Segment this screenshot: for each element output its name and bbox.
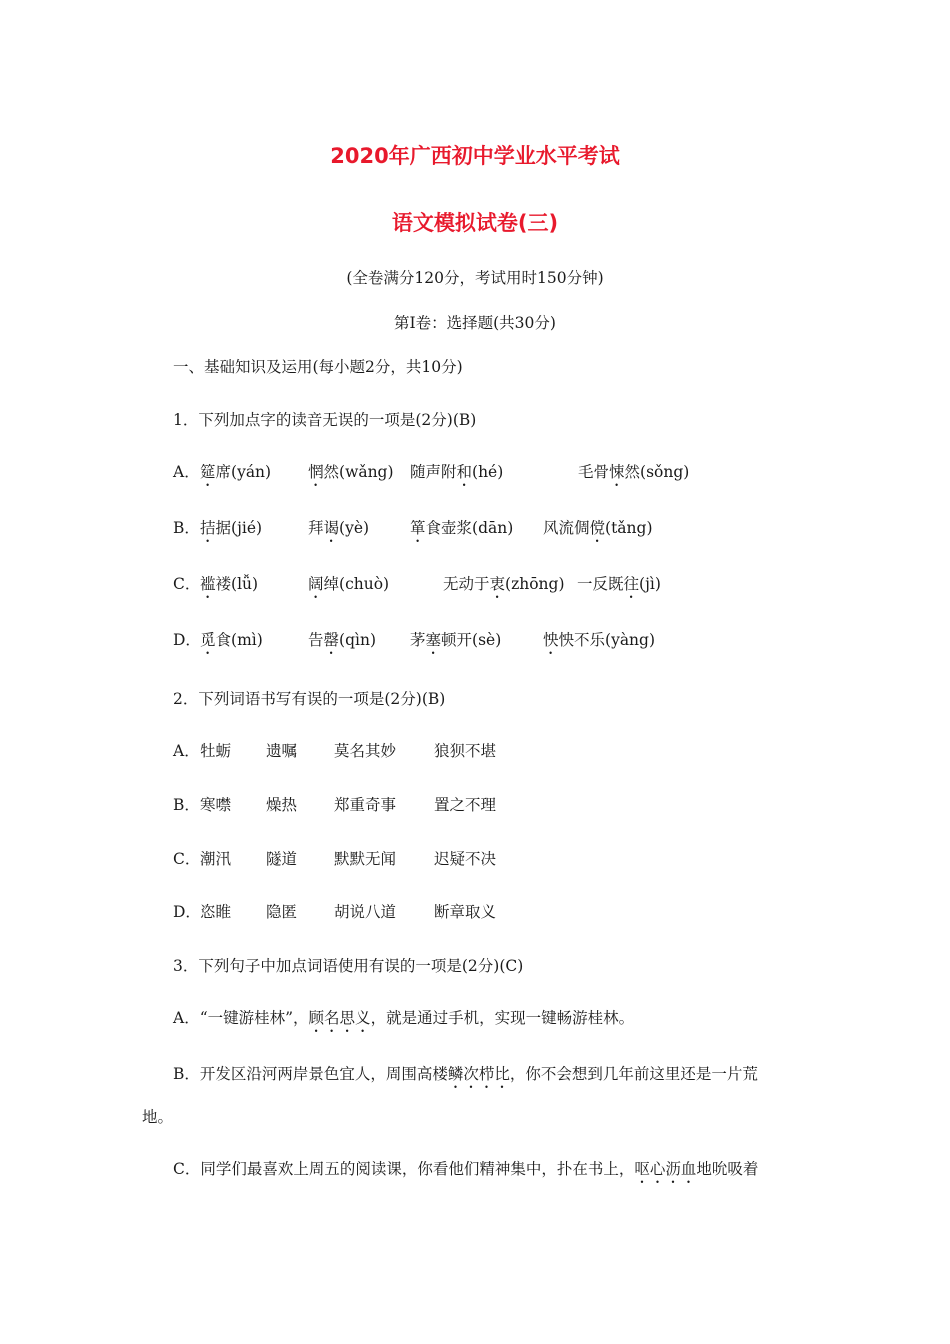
option-word: 胡说八道 [334, 903, 397, 921]
option-text: 风流倜 [543, 519, 590, 537]
dotted-char: 觅 [200, 631, 216, 649]
option-item [308, 516, 369, 546]
question-3-stem: 3．下列句子中加点词语使用有误的一项是(2分)(C) [173, 957, 524, 975]
question-3-option-b-continued: 地。 [142, 1108, 174, 1126]
option-word: 遗嘱 [266, 742, 298, 760]
dotted-char: 谒 [323, 519, 340, 537]
question-1-stem: 1．下列加点字的读音无误的一项是(2分)(B) [173, 411, 477, 429]
option-text: ，你不会想到几年前这里还是一片荒 [509, 1065, 758, 1083]
dotted-char: 罄 [323, 631, 340, 649]
option-word: 燥热 [266, 796, 298, 814]
option-item [200, 516, 262, 546]
option-text: 席(yán) [215, 463, 272, 481]
dotted-phrase: 鳞次栉比 [447, 1065, 510, 1083]
option-text: (qìn) [339, 631, 376, 649]
dotted-char: 衷 [489, 575, 506, 593]
option-text: 然(wǎng) [323, 463, 394, 481]
option-label: D． [173, 903, 201, 921]
option-label: A． [173, 742, 200, 760]
option-word: 恣睢 [200, 903, 232, 921]
option-text: 茅 [410, 631, 426, 649]
option-label: C． [173, 575, 201, 593]
option-item [543, 516, 653, 546]
option-word: 郑重奇事 [334, 796, 397, 814]
option-text: 拜 [308, 519, 324, 537]
dotted-char: 和 [456, 463, 473, 481]
option-text: 告 [308, 631, 324, 649]
option-text: (yè) [339, 519, 370, 537]
option-text: 食壶浆(dān) [425, 519, 514, 537]
option-item [578, 460, 689, 490]
option-item [410, 460, 503, 490]
option-item [200, 628, 263, 658]
option-text: (tǎng) [605, 519, 653, 537]
option-text: B．开发区沿河两岸景色宜人，周围高楼 [173, 1065, 448, 1083]
option-item [410, 516, 513, 546]
dotted-char: 往 [623, 575, 640, 593]
option-word: 寒噤 [200, 796, 232, 814]
question-3-option-c [173, 1157, 758, 1187]
exam-title: 2020年广西初中学业水平考试 [330, 144, 620, 168]
option-label: B． [173, 519, 200, 537]
option-item [308, 572, 389, 602]
question-3-option-a [173, 1006, 634, 1036]
dotted-char: 塞 [425, 631, 442, 649]
option-label: A． [173, 463, 200, 481]
section-heading: 一、基础知识及运用(每小题2分，共10分) [173, 358, 463, 376]
dotted-char: 箪 [410, 519, 426, 537]
option-text: 褛(lǚ) [215, 575, 259, 593]
option-text: 地吮吸着 [696, 1160, 759, 1178]
option-item [543, 628, 655, 658]
option-text: (hé) [472, 463, 504, 481]
option-word: 隧道 [266, 850, 298, 868]
dotted-phrase: 顾名思义 [308, 1009, 371, 1027]
exam-subtitle: 语文模拟试卷(三) [391, 211, 559, 235]
option-word: 牡蛎 [200, 742, 232, 760]
option-item [308, 628, 376, 658]
option-text: A．“一键游桂林”， [173, 1009, 309, 1027]
dotted-char: 怏 [543, 631, 559, 649]
dotted-char: 筵 [200, 463, 216, 481]
option-text: (jì) [639, 575, 661, 593]
option-word: 潮汛 [200, 850, 232, 868]
option-word: 迟疑不决 [434, 850, 497, 868]
option-text: C．同学们最喜欢上周五的阅读课，你看他们精神集中，扑在书上， [173, 1160, 635, 1178]
option-text: 无动于 [443, 575, 490, 593]
option-text: 顿开(sè) [441, 631, 502, 649]
option-text: 食(mì) [215, 631, 263, 649]
option-word: 莫名其妙 [334, 742, 397, 760]
question-2-stem: 2．下列词语书写有误的一项是(2分)(B) [173, 690, 446, 708]
option-text: 然(sǒng) [624, 463, 690, 481]
option-word: 狼狈不堪 [434, 742, 497, 760]
dotted-phrase: 呕心沥血 [634, 1160, 697, 1178]
dotted-char: 惘 [308, 463, 324, 481]
option-item [410, 628, 501, 658]
option-word: 隐匿 [266, 903, 298, 921]
option-label: C． [173, 850, 201, 868]
exam-meta: (全卷满分120分，考试用时150分钟) [346, 269, 604, 287]
option-text: 绰(chuò) [323, 575, 390, 593]
option-text: 一反既 [577, 575, 624, 593]
option-text: 怏不乐(yàng) [558, 631, 656, 649]
option-item [200, 572, 258, 602]
option-label: D． [173, 631, 201, 649]
dotted-char: 悚 [609, 463, 625, 481]
option-text: 随声附 [410, 463, 457, 481]
option-text: 毛骨 [578, 463, 610, 481]
option-text: ，就是通过手机，实现一键畅游桂林。 [370, 1009, 635, 1027]
option-item [200, 460, 271, 490]
dotted-char: 拮 [200, 519, 216, 537]
question-3-option-b [173, 1062, 758, 1092]
volume-heading: 第Ⅰ卷：选择题(共30分) [394, 314, 556, 332]
option-label: B． [173, 796, 200, 814]
dotted-char: 褴 [200, 575, 216, 593]
option-item [308, 460, 394, 490]
option-text: (zhōng) [505, 575, 565, 593]
option-text: 据(jié) [215, 519, 263, 537]
option-item [577, 572, 661, 602]
option-word: 断章取义 [434, 903, 497, 921]
option-word: 置之不理 [434, 796, 497, 814]
dotted-char: 阔 [308, 575, 324, 593]
option-word: 默默无闻 [334, 850, 397, 868]
dotted-char: 傥 [589, 519, 606, 537]
option-item [443, 572, 565, 602]
